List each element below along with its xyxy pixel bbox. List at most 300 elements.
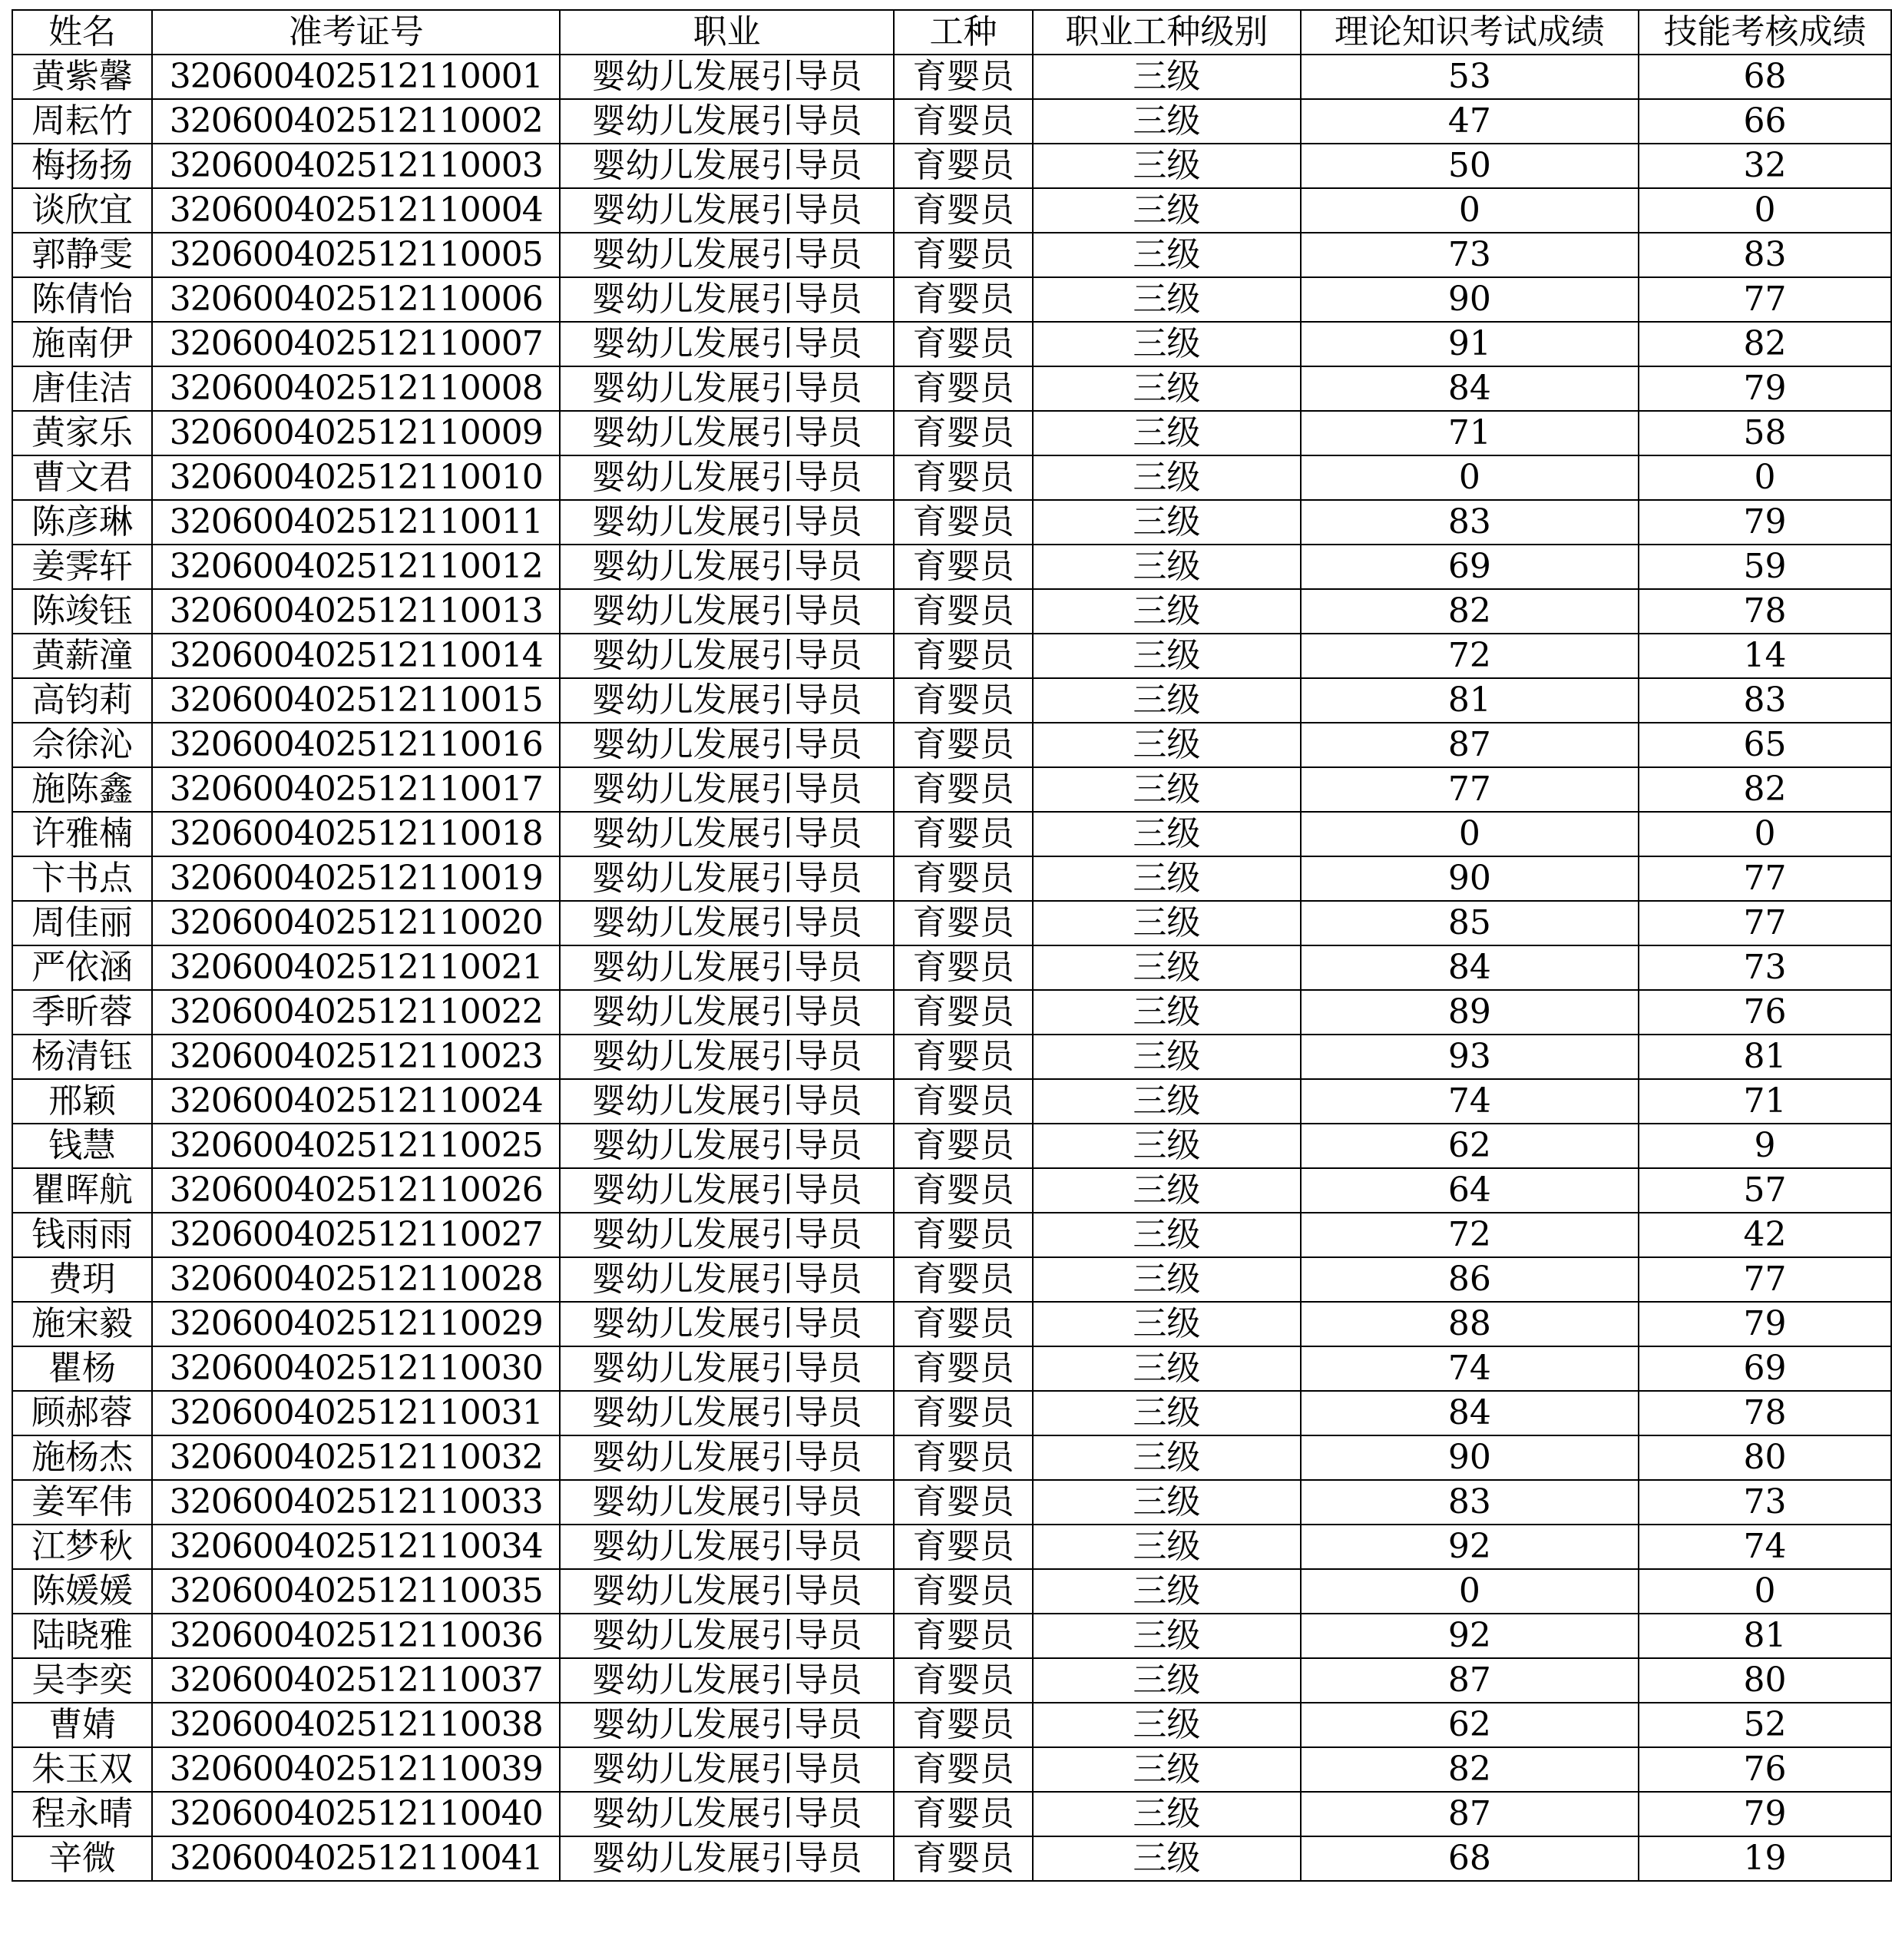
header-theory-score: 理论知识考试成绩 [1301, 10, 1639, 55]
cell-name: 钱雨雨 [12, 1213, 152, 1257]
cell-skill-score: 73 [1639, 1480, 1891, 1525]
cell-theory-score: 84 [1301, 945, 1639, 990]
cell-theory-score: 87 [1301, 723, 1639, 767]
cell-ticket-number: 320600402512110016 [152, 723, 560, 767]
cell-theory-score: 83 [1301, 500, 1639, 545]
cell-occupation: 婴幼儿发展引导员 [560, 1124, 894, 1168]
table-row [12, 55, 1891, 99]
cell-job-type: 育婴员 [894, 1079, 1033, 1124]
header-name: 姓名 [12, 10, 152, 55]
cell-ticket-number: 320600402512110013 [152, 589, 560, 634]
cell-name: 梅扬扬 [12, 144, 152, 188]
cell-name: 施宋毅 [12, 1302, 152, 1346]
cell-job-type: 育婴员 [894, 1480, 1033, 1525]
table-row [12, 1124, 1891, 1168]
table-row [12, 812, 1891, 856]
cell-occupation: 婴幼儿发展引导员 [560, 1480, 894, 1525]
table-row [12, 856, 1891, 901]
table-row [12, 1213, 1891, 1257]
cell-level: 三级 [1033, 1213, 1301, 1257]
header-ticket-number: 准考证号 [152, 10, 560, 55]
cell-skill-score: 69 [1639, 1346, 1891, 1391]
cell-job-type: 育婴员 [894, 634, 1033, 678]
cell-theory-score: 74 [1301, 1346, 1639, 1391]
cell-level: 三级 [1033, 1079, 1301, 1124]
cell-theory-score: 0 [1301, 1569, 1639, 1614]
cell-occupation: 婴幼儿发展引导员 [560, 1836, 894, 1881]
cell-level: 三级 [1033, 322, 1301, 366]
cell-theory-score: 90 [1301, 856, 1639, 901]
cell-ticket-number: 320600402512110023 [152, 1035, 560, 1079]
cell-job-type: 育婴员 [894, 1435, 1033, 1480]
cell-occupation: 婴幼儿发展引导员 [560, 634, 894, 678]
table-row [12, 678, 1891, 723]
table-row [12, 99, 1891, 144]
header-row [12, 10, 1891, 55]
cell-theory-score: 0 [1301, 455, 1639, 500]
cell-ticket-number: 320600402512110014 [152, 634, 560, 678]
cell-name: 邢颖 [12, 1079, 152, 1124]
cell-ticket-number: 320600402512110037 [152, 1658, 560, 1703]
cell-job-type: 育婴员 [894, 856, 1033, 901]
table-row [12, 1035, 1891, 1079]
cell-occupation: 婴幼儿发展引导员 [560, 500, 894, 545]
table-row [12, 1525, 1891, 1569]
cell-ticket-number: 320600402512110024 [152, 1079, 560, 1124]
cell-ticket-number: 320600402512110035 [152, 1569, 560, 1614]
cell-occupation: 婴幼儿发展引导员 [560, 411, 894, 455]
cell-occupation: 婴幼儿发展引导员 [560, 366, 894, 411]
cell-ticket-number: 320600402512110041 [152, 1836, 560, 1881]
cell-name: 陈竣钰 [12, 589, 152, 634]
table-row [12, 1346, 1891, 1391]
cell-job-type: 育婴员 [894, 1346, 1033, 1391]
cell-occupation: 婴幼儿发展引导员 [560, 1213, 894, 1257]
cell-level: 三级 [1033, 233, 1301, 277]
cell-level: 三级 [1033, 901, 1301, 945]
cell-level: 三级 [1033, 545, 1301, 589]
cell-name: 许雅楠 [12, 812, 152, 856]
table-row [12, 1614, 1891, 1658]
cell-skill-score: 77 [1639, 856, 1891, 901]
cell-skill-score: 77 [1639, 1257, 1891, 1302]
cell-theory-score: 87 [1301, 1658, 1639, 1703]
cell-skill-score: 73 [1639, 945, 1891, 990]
cell-name: 郭静雯 [12, 233, 152, 277]
cell-level: 三级 [1033, 1525, 1301, 1569]
cell-ticket-number: 320600402512110026 [152, 1168, 560, 1213]
cell-ticket-number: 320600402512110039 [152, 1747, 560, 1792]
cell-ticket-number: 320600402512110029 [152, 1302, 560, 1346]
cell-occupation: 婴幼儿发展引导员 [560, 1346, 894, 1391]
cell-skill-score: 42 [1639, 1213, 1891, 1257]
cell-theory-score: 68 [1301, 1836, 1639, 1881]
cell-skill-score: 14 [1639, 634, 1891, 678]
table-row [12, 901, 1891, 945]
cell-ticket-number: 320600402512110004 [152, 188, 560, 233]
cell-occupation: 婴幼儿发展引导员 [560, 901, 894, 945]
table-row [12, 500, 1891, 545]
cell-name: 辛微 [12, 1836, 152, 1881]
cell-skill-score: 71 [1639, 1079, 1891, 1124]
cell-job-type: 育婴员 [894, 1124, 1033, 1168]
cell-skill-score: 59 [1639, 545, 1891, 589]
table-row [12, 1168, 1891, 1213]
cell-name: 黄紫馨 [12, 55, 152, 99]
cell-occupation: 婴幼儿发展引导员 [560, 1257, 894, 1302]
cell-ticket-number: 320600402512110025 [152, 1124, 560, 1168]
cell-skill-score: 76 [1639, 1747, 1891, 1792]
cell-ticket-number: 320600402512110021 [152, 945, 560, 990]
cell-theory-score: 84 [1301, 1391, 1639, 1435]
cell-occupation: 婴幼儿发展引导员 [560, 1435, 894, 1480]
cell-occupation: 婴幼儿发展引导员 [560, 144, 894, 188]
cell-occupation: 婴幼儿发展引导员 [560, 723, 894, 767]
cell-skill-score: 83 [1639, 233, 1891, 277]
cell-skill-score: 0 [1639, 188, 1891, 233]
table-row [12, 411, 1891, 455]
table-row [12, 634, 1891, 678]
cell-skill-score: 79 [1639, 1302, 1891, 1346]
cell-skill-score: 81 [1639, 1035, 1891, 1079]
cell-ticket-number: 320600402512110040 [152, 1792, 560, 1836]
cell-name: 周佳丽 [12, 901, 152, 945]
header-skill-score: 技能考核成绩 [1639, 10, 1891, 55]
cell-occupation: 婴幼儿发展引导员 [560, 589, 894, 634]
cell-level: 三级 [1033, 1658, 1301, 1703]
cell-name: 费玥 [12, 1257, 152, 1302]
cell-occupation: 婴幼儿发展引导员 [560, 233, 894, 277]
cell-theory-score: 84 [1301, 366, 1639, 411]
cell-name: 曹文君 [12, 455, 152, 500]
cell-occupation: 婴幼儿发展引导员 [560, 1658, 894, 1703]
cell-occupation: 婴幼儿发展引导员 [560, 1302, 894, 1346]
cell-theory-score: 53 [1301, 55, 1639, 99]
cell-job-type: 育婴员 [894, 233, 1033, 277]
header-job-type: 工种 [894, 10, 1033, 55]
table-row [12, 455, 1891, 500]
cell-level: 三级 [1033, 99, 1301, 144]
cell-name: 程永晴 [12, 1792, 152, 1836]
cell-ticket-number: 320600402512110002 [152, 99, 560, 144]
cell-job-type: 育婴员 [894, 1747, 1033, 1792]
cell-theory-score: 71 [1301, 411, 1639, 455]
table-row [12, 990, 1891, 1035]
cell-job-type: 育婴员 [894, 99, 1033, 144]
cell-ticket-number: 320600402512110030 [152, 1346, 560, 1391]
cell-name: 高钧莉 [12, 678, 152, 723]
cell-theory-score: 81 [1301, 678, 1639, 723]
score-table [12, 9, 1892, 1882]
table-row [12, 1435, 1891, 1480]
cell-level: 三级 [1033, 1124, 1301, 1168]
table-row [12, 277, 1891, 322]
cell-ticket-number: 320600402512110018 [152, 812, 560, 856]
cell-job-type: 育婴员 [894, 545, 1033, 589]
cell-skill-score: 81 [1639, 1614, 1891, 1658]
cell-occupation: 婴幼儿发展引导员 [560, 455, 894, 500]
cell-occupation: 婴幼儿发展引导员 [560, 1168, 894, 1213]
cell-ticket-number: 320600402512110028 [152, 1257, 560, 1302]
cell-ticket-number: 320600402512110019 [152, 856, 560, 901]
cell-theory-score: 91 [1301, 322, 1639, 366]
cell-name: 陆晓雅 [12, 1614, 152, 1658]
cell-skill-score: 78 [1639, 589, 1891, 634]
cell-occupation: 婴幼儿发展引导员 [560, 277, 894, 322]
cell-ticket-number: 320600402512110031 [152, 1391, 560, 1435]
cell-name: 曹婧 [12, 1703, 152, 1747]
cell-theory-score: 72 [1301, 1213, 1639, 1257]
cell-name: 谈欣宜 [12, 188, 152, 233]
cell-job-type: 育婴员 [894, 1792, 1033, 1836]
cell-level: 三级 [1033, 723, 1301, 767]
cell-ticket-number: 320600402512110012 [152, 545, 560, 589]
cell-ticket-number: 320600402512110005 [152, 233, 560, 277]
cell-skill-score: 80 [1639, 1435, 1891, 1480]
cell-occupation: 婴幼儿发展引导员 [560, 1525, 894, 1569]
cell-ticket-number: 320600402512110010 [152, 455, 560, 500]
cell-occupation: 婴幼儿发展引导员 [560, 1703, 894, 1747]
cell-occupation: 婴幼儿发展引导员 [560, 990, 894, 1035]
cell-name: 钱慧 [12, 1124, 152, 1168]
cell-skill-score: 0 [1639, 455, 1891, 500]
cell-job-type: 育婴员 [894, 455, 1033, 500]
cell-theory-score: 73 [1301, 233, 1639, 277]
cell-level: 三级 [1033, 589, 1301, 634]
cell-job-type: 育婴员 [894, 589, 1033, 634]
cell-theory-score: 62 [1301, 1124, 1639, 1168]
cell-job-type: 育婴员 [894, 1213, 1033, 1257]
cell-level: 三级 [1033, 1302, 1301, 1346]
table-row [12, 144, 1891, 188]
cell-job-type: 育婴员 [894, 1569, 1033, 1614]
cell-occupation: 婴幼儿发展引导员 [560, 545, 894, 589]
cell-theory-score: 92 [1301, 1525, 1639, 1569]
cell-name: 杨清钰 [12, 1035, 152, 1079]
cell-job-type: 育婴员 [894, 901, 1033, 945]
table-row [12, 1792, 1891, 1836]
cell-theory-score: 82 [1301, 589, 1639, 634]
cell-skill-score: 66 [1639, 99, 1891, 144]
cell-level: 三级 [1033, 1703, 1301, 1747]
cell-ticket-number: 320600402512110015 [152, 678, 560, 723]
cell-level: 三级 [1033, 856, 1301, 901]
table-row [12, 1658, 1891, 1703]
cell-theory-score: 62 [1301, 1703, 1639, 1747]
cell-name: 吴李奕 [12, 1658, 152, 1703]
table-row [12, 1480, 1891, 1525]
cell-theory-score: 77 [1301, 767, 1639, 812]
cell-theory-score: 64 [1301, 1168, 1639, 1213]
cell-theory-score: 90 [1301, 277, 1639, 322]
cell-skill-score: 82 [1639, 767, 1891, 812]
cell-job-type: 育婴员 [894, 1257, 1033, 1302]
cell-job-type: 育婴员 [894, 411, 1033, 455]
cell-skill-score: 57 [1639, 1168, 1891, 1213]
cell-job-type: 育婴员 [894, 366, 1033, 411]
cell-level: 三级 [1033, 1569, 1301, 1614]
table-row [12, 1257, 1891, 1302]
cell-name: 姜军伟 [12, 1480, 152, 1525]
cell-theory-score: 87 [1301, 1792, 1639, 1836]
cell-theory-score: 74 [1301, 1079, 1639, 1124]
cell-name: 姜霁轩 [12, 545, 152, 589]
cell-name: 顾郝蓉 [12, 1391, 152, 1435]
cell-skill-score: 80 [1639, 1658, 1891, 1703]
cell-job-type: 育婴员 [894, 1302, 1033, 1346]
cell-theory-score: 50 [1301, 144, 1639, 188]
table-row [12, 1569, 1891, 1614]
cell-level: 三级 [1033, 1747, 1301, 1792]
cell-occupation: 婴幼儿发展引导员 [560, 856, 894, 901]
table-row [12, 589, 1891, 634]
cell-ticket-number: 320600402512110009 [152, 411, 560, 455]
cell-skill-score: 68 [1639, 55, 1891, 99]
cell-level: 三级 [1033, 1614, 1301, 1658]
cell-level: 三级 [1033, 188, 1301, 233]
cell-job-type: 育婴员 [894, 678, 1033, 723]
cell-ticket-number: 320600402512110017 [152, 767, 560, 812]
cell-ticket-number: 320600402512110001 [152, 55, 560, 99]
cell-job-type: 育婴员 [894, 1703, 1033, 1747]
cell-skill-score: 19 [1639, 1836, 1891, 1881]
cell-name: 陈媛媛 [12, 1569, 152, 1614]
cell-skill-score: 76 [1639, 990, 1891, 1035]
cell-name: 陈彦琳 [12, 500, 152, 545]
cell-occupation: 婴幼儿发展引导员 [560, 1035, 894, 1079]
cell-skill-score: 77 [1639, 901, 1891, 945]
cell-theory-score: 0 [1301, 812, 1639, 856]
cell-ticket-number: 320600402512110038 [152, 1703, 560, 1747]
cell-skill-score: 79 [1639, 366, 1891, 411]
cell-name: 唐佳洁 [12, 366, 152, 411]
cell-occupation: 婴幼儿发展引导员 [560, 812, 894, 856]
cell-theory-score: 86 [1301, 1257, 1639, 1302]
cell-job-type: 育婴员 [894, 277, 1033, 322]
cell-skill-score: 32 [1639, 144, 1891, 188]
cell-occupation: 婴幼儿发展引导员 [560, 1079, 894, 1124]
cell-level: 三级 [1033, 500, 1301, 545]
cell-ticket-number: 320600402512110006 [152, 277, 560, 322]
cell-level: 三级 [1033, 812, 1301, 856]
table-row [12, 1391, 1891, 1435]
cell-name: 江梦秋 [12, 1525, 152, 1569]
cell-ticket-number: 320600402512110036 [152, 1614, 560, 1658]
table-row [12, 767, 1891, 812]
cell-job-type: 育婴员 [894, 322, 1033, 366]
cell-job-type: 育婴员 [894, 945, 1033, 990]
table-row [12, 322, 1891, 366]
cell-skill-score: 77 [1639, 277, 1891, 322]
cell-occupation: 婴幼儿发展引导员 [560, 55, 894, 99]
table-row [12, 1079, 1891, 1124]
cell-occupation: 婴幼儿发展引导员 [560, 99, 894, 144]
table-row [12, 188, 1891, 233]
cell-job-type: 育婴员 [894, 990, 1033, 1035]
cell-level: 三级 [1033, 144, 1301, 188]
cell-occupation: 婴幼儿发展引导员 [560, 1569, 894, 1614]
cell-theory-score: 83 [1301, 1480, 1639, 1525]
cell-occupation: 婴幼儿发展引导员 [560, 767, 894, 812]
cell-job-type: 育婴员 [894, 1391, 1033, 1435]
cell-level: 三级 [1033, 411, 1301, 455]
cell-name: 朱玉双 [12, 1747, 152, 1792]
cell-level: 三级 [1033, 945, 1301, 990]
cell-skill-score: 83 [1639, 678, 1891, 723]
cell-job-type: 育婴员 [894, 500, 1033, 545]
cell-level: 三级 [1033, 678, 1301, 723]
cell-name: 陈倩怡 [12, 277, 152, 322]
cell-occupation: 婴幼儿发展引导员 [560, 678, 894, 723]
cell-job-type: 育婴员 [894, 188, 1033, 233]
cell-ticket-number: 320600402512110022 [152, 990, 560, 1035]
cell-ticket-number: 320600402512110032 [152, 1435, 560, 1480]
cell-job-type: 育婴员 [894, 144, 1033, 188]
cell-name: 瞿杨 [12, 1346, 152, 1391]
table-row [12, 545, 1891, 589]
cell-level: 三级 [1033, 1792, 1301, 1836]
cell-occupation: 婴幼儿发展引导员 [560, 1391, 894, 1435]
cell-job-type: 育婴员 [894, 1168, 1033, 1213]
cell-ticket-number: 320600402512110003 [152, 144, 560, 188]
cell-job-type: 育婴员 [894, 1836, 1033, 1881]
cell-name: 黄薪潼 [12, 634, 152, 678]
cell-theory-score: 0 [1301, 188, 1639, 233]
cell-name: 卞书点 [12, 856, 152, 901]
cell-theory-score: 69 [1301, 545, 1639, 589]
cell-skill-score: 78 [1639, 1391, 1891, 1435]
cell-name: 季昕蓉 [12, 990, 152, 1035]
cell-level: 三级 [1033, 1391, 1301, 1435]
cell-name: 佘徐沁 [12, 723, 152, 767]
cell-skill-score: 79 [1639, 500, 1891, 545]
table-row [12, 1836, 1891, 1881]
cell-level: 三级 [1033, 1480, 1301, 1525]
cell-ticket-number: 320600402512110008 [152, 366, 560, 411]
cell-job-type: 育婴员 [894, 1658, 1033, 1703]
cell-job-type: 育婴员 [894, 723, 1033, 767]
cell-skill-score: 79 [1639, 1792, 1891, 1836]
cell-level: 三级 [1033, 1435, 1301, 1480]
cell-skill-score: 58 [1639, 411, 1891, 455]
cell-name: 瞿晖航 [12, 1168, 152, 1213]
cell-theory-score: 85 [1301, 901, 1639, 945]
cell-skill-score: 0 [1639, 1569, 1891, 1614]
header-level: 职业工种级别 [1033, 10, 1301, 55]
cell-name: 施陈鑫 [12, 767, 152, 812]
cell-job-type: 育婴员 [894, 1614, 1033, 1658]
cell-theory-score: 92 [1301, 1614, 1639, 1658]
cell-occupation: 婴幼儿发展引导员 [560, 1747, 894, 1792]
cell-level: 三级 [1033, 634, 1301, 678]
cell-theory-score: 90 [1301, 1435, 1639, 1480]
cell-ticket-number: 320600402512110034 [152, 1525, 560, 1569]
cell-skill-score: 65 [1639, 723, 1891, 767]
cell-level: 三级 [1033, 767, 1301, 812]
cell-level: 三级 [1033, 1168, 1301, 1213]
cell-occupation: 婴幼儿发展引导员 [560, 1614, 894, 1658]
cell-level: 三级 [1033, 1836, 1301, 1881]
cell-level: 三级 [1033, 1035, 1301, 1079]
cell-theory-score: 72 [1301, 634, 1639, 678]
cell-job-type: 育婴员 [894, 812, 1033, 856]
table-row [12, 366, 1891, 411]
cell-name: 周耘竹 [12, 99, 152, 144]
table-row [12, 945, 1891, 990]
cell-job-type: 育婴员 [894, 767, 1033, 812]
cell-ticket-number: 320600402512110033 [152, 1480, 560, 1525]
cell-name: 严依涵 [12, 945, 152, 990]
